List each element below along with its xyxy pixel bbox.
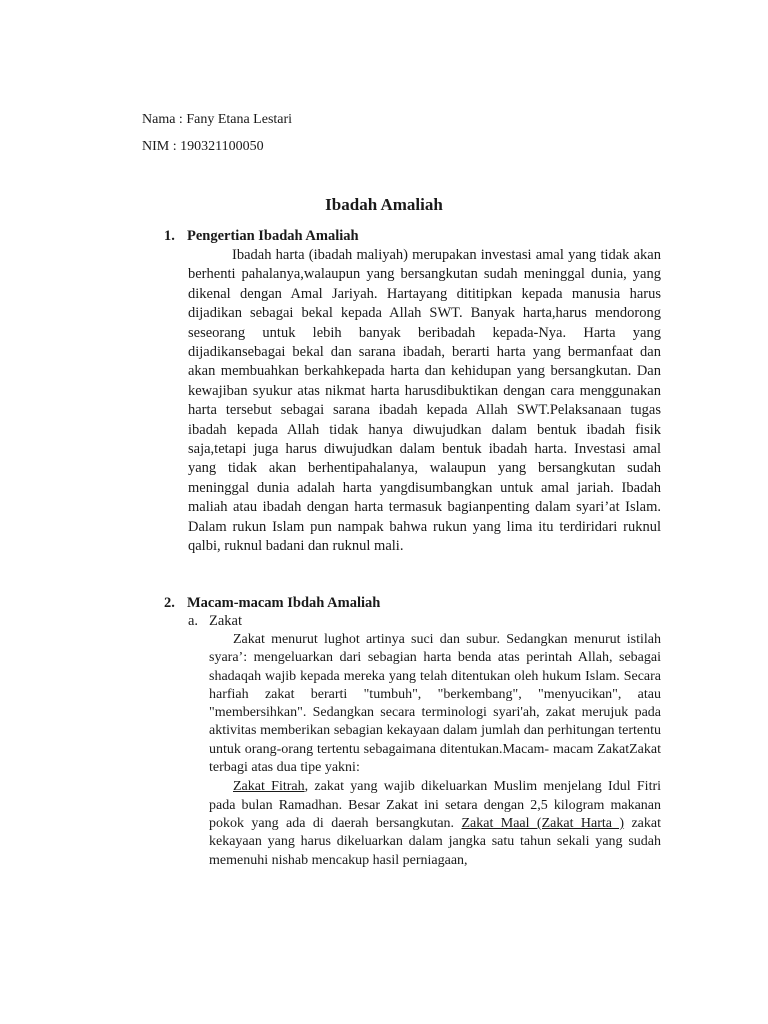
section-1-title: Pengertian Ibadah Amaliah xyxy=(187,228,359,244)
section-1-heading xyxy=(164,227,359,246)
zakat-maal-text: zakat kekayaan yang harus dikeluarkan dalam jangka satu tahun sekali yang sudah memenuhi nishab mencakup hasil perniagaan, xyxy=(209,815,661,868)
section-2-number: 2. xyxy=(164,595,175,611)
subsection-a-heading xyxy=(188,612,242,631)
section-1-number: 1. xyxy=(164,228,175,244)
subsection-a-letter: a. xyxy=(188,613,199,629)
section-2-heading xyxy=(164,594,380,613)
zakat-body xyxy=(209,631,661,870)
section-1-paragraph: Ibadah harta (ibadah maliyah) merupakan investasi amal yang tidak akan berhenti pahalanya,walaupun yang bersangkutan sudah meninggal dunia, yang dikenal dengan Amal Jariyah. Hartayang dititipkan kepada manusia harus dijadikan sebagai bekal kepada Allah SWT. Banyak harta,harus mendorong seseorang untuk lebih banyak beribadah kepada-Nya. Harta yang dijadikansebagai bekal dan sarana ibadah, berarti harta yang bermanfaat dan akan membuahkan berkahkepada harta dan kehidupan yang bersangkutan. Dan kewajiban syukur atas nikmat harta harusdibuktikan dengan cara menggunakan harta tersebut sebagai sarana ibadah kepada Allah SWT.Pelaksanaan tugas ibadah kepada Allah tidak hanya diwujudkan dalam bentuk ibadah fisik saja,tetapi juga harus diwujudkan dalam bentuk ibadah harta. Investasi amal yang tidak akan berhentipahalanya, walaupun yang bersangkutan sudah meninggal dunia adalah harta yangdisumbangkan untuk amal jariah. Ibadah maliah atau ibadah dengan harta termasuk bagianpenting dalam syari’at Islam. Dalam rukun Islam pun nampak bahwa rukun yang lima itu terdiridari ruknul qalbi, ruknul badani dan ruknul mali. xyxy=(188,247,661,555)
zakat-fitrah-text: , zakat yang wajib dikeluarkan Muslim menjelang Idul Fitri pada bulan Ramadhan. Besar Zakat ini setara dengan 2,5 kilogram makanan pokok yang ada di daerah bersangkutan. xyxy=(209,779,662,831)
zakat-maal-term: Zakat Maal (Zakat Harta ) xyxy=(461,815,625,831)
section-1-body xyxy=(188,246,661,557)
section-2-title: Macam-macam Ibdah Amaliah xyxy=(187,595,381,611)
zakat-definition-paragraph: Zakat menurut lughot artinya suci dan subur. Sedangkan menurut istilah syara’: mengeluarkan dari sebagian harta benda atas perintah Allah, sebagai shadaqah wajib kepada mereka yang telah ditentukan oleh hukum Islam. Secara harfiah zakat berarti "tumbuh", "berkembang", "menyucikan", atau "membersihkan". Sedangkan secara terminologi syari'ah, zakat merujuk pada aktivitas memberikan sebagian kekayaan dalam jumlah dan perhitungan tertentu untuk orang-orang tertentu sebagaimana ditentukan.Macam- macam ZakatZakat terbagi atas dua tipe yakni: xyxy=(209,632,661,776)
student-nim-line: NIM : 190321100050 xyxy=(142,139,264,154)
zakat-types-paragraph xyxy=(209,778,661,869)
student-name-line: Nama : Fany Etana Lestari xyxy=(142,112,293,127)
document-title: Ibadah Amaliah xyxy=(325,195,443,214)
zakat-fitrah-term: Zakat Fitrah xyxy=(233,779,305,795)
subsection-a-title: Zakat xyxy=(209,613,243,629)
